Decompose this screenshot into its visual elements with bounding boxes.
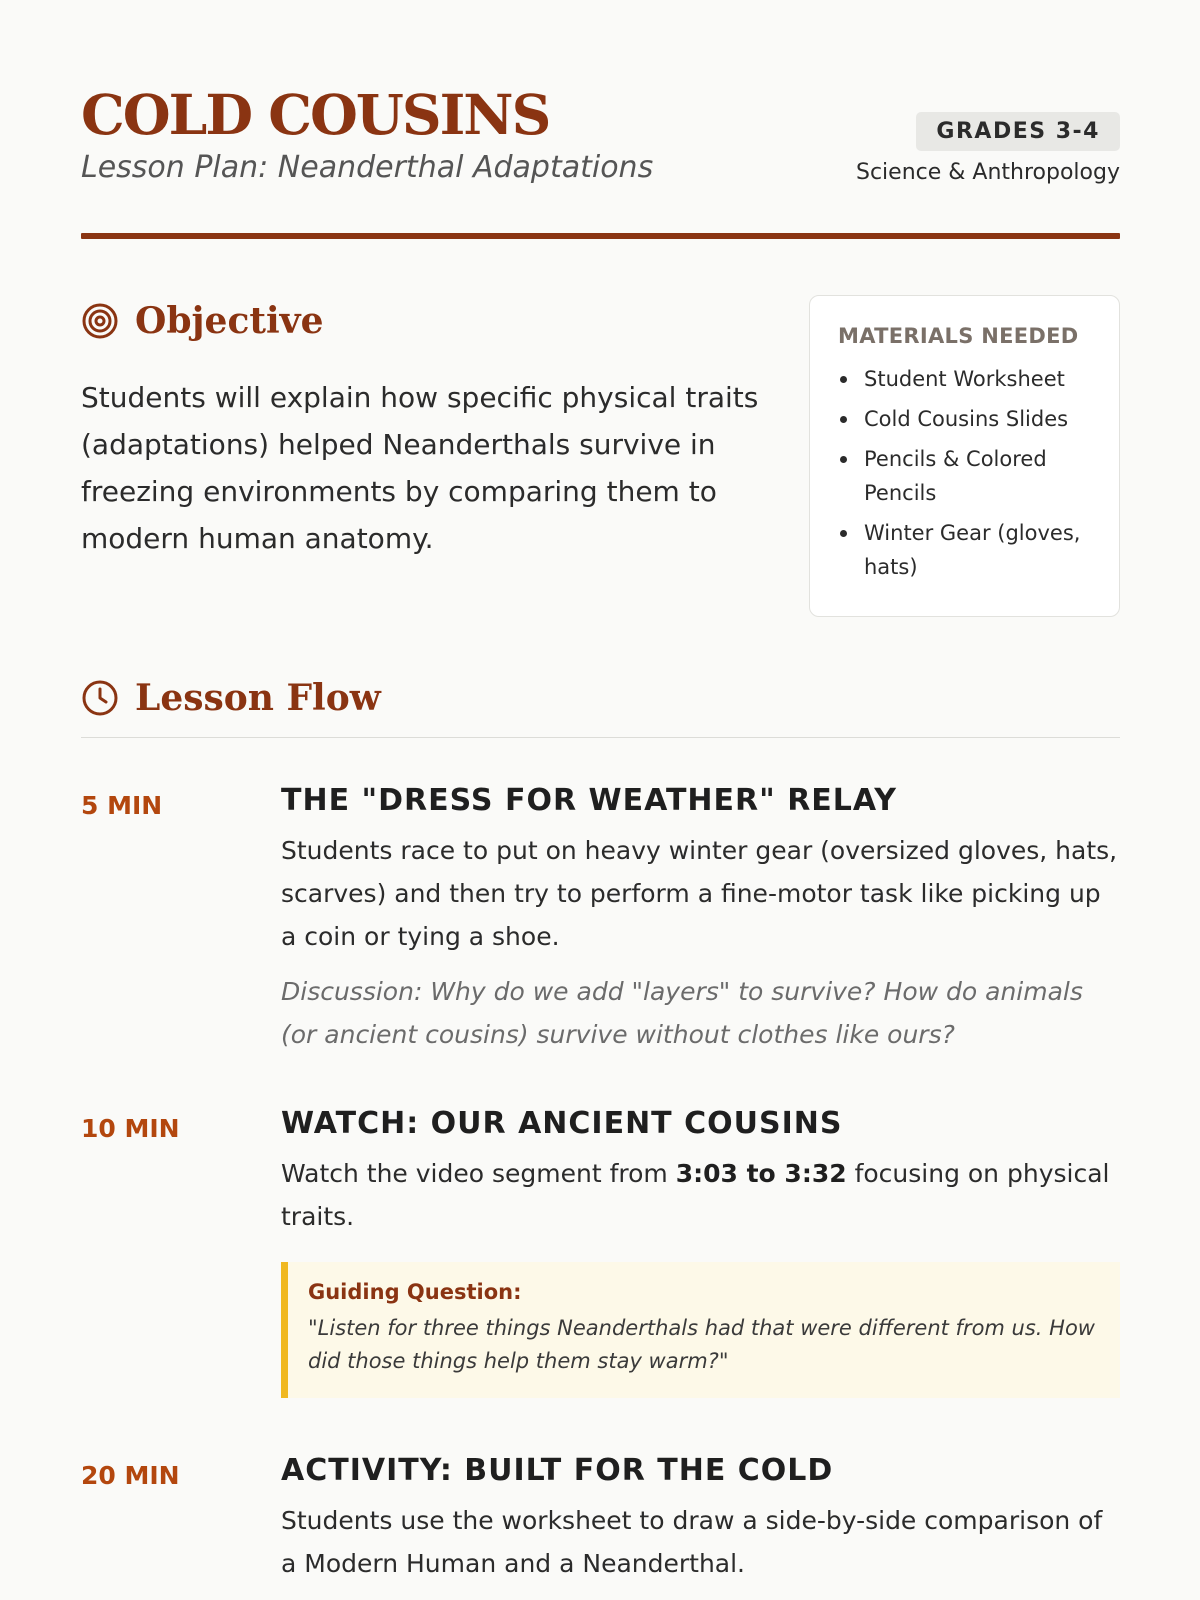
desc-text: Watch the video segment from (281, 1159, 676, 1188)
guiding-question-callout (281, 1262, 1120, 1398)
materials-item: Winter Gear (gloves, hats) (838, 516, 1097, 584)
page-subtitle: Lesson Plan: Neanderthal Adaptations (81, 150, 654, 185)
page-header (81, 84, 1120, 244)
lesson-flow-divider (81, 737, 1120, 738)
step-body (281, 1451, 1120, 1585)
header-divider (81, 233, 1120, 239)
step-duration: 10 MIN (81, 1114, 180, 1143)
step-discussion: Discussion: Why do we add "layers" to survive? How do animals (or ancient cousins) survive without clothes like ours? (281, 977, 1083, 1049)
page-title: COLD COUSINS (81, 82, 550, 147)
target-icon (81, 302, 119, 340)
guiding-question-text: "Listen for three things Neanderthals had that were different from us. How did those things help them stay warm?" (308, 1316, 1095, 1373)
step-body (281, 1104, 1120, 1398)
grade-badge: GRADES 3-4 (916, 112, 1120, 151)
clock-icon (81, 679, 119, 717)
step-description: Students use the worksheet to draw a side-by-side comparison of a Modern Human and a Neanderthal. (281, 1506, 1103, 1578)
materials-card (809, 295, 1120, 617)
step-description (281, 1152, 1120, 1238)
materials-item: Student Worksheet (838, 362, 1097, 396)
objective-text: Students will explain how specific physical traits (adaptations) helped Neanderthals survive in freezing environments by comparing them to modern human anatomy. (81, 381, 759, 555)
step-title: THE "DRESS FOR WEATHER" RELAY (281, 783, 897, 818)
step-body (281, 781, 1120, 1056)
lesson-flow-title: Lesson Flow (135, 677, 381, 719)
materials-item: Pencils & Colored Pencils (838, 442, 1097, 510)
lesson-flow-heading (81, 677, 381, 719)
guiding-question-label: Guiding Question: (308, 1280, 522, 1304)
step-duration: 5 MIN (81, 791, 163, 820)
video-timestamp: 3:03 to 3:32 (675, 1159, 847, 1188)
materials-list (838, 362, 1097, 584)
objective-title: Objective (135, 300, 324, 342)
materials-heading: MATERIALS NEEDED (838, 324, 1079, 348)
step-title: WATCH: OUR ANCIENT COUSINS (281, 1106, 843, 1141)
step-duration: 20 MIN (81, 1461, 180, 1490)
objective-heading (81, 300, 324, 342)
step-title: ACTIVITY: BUILT FOR THE COLD (281, 1453, 834, 1488)
step-description: Students race to put on heavy winter gear (oversized gloves, hats, scarves) and then try to perform a fine-motor task like picking up a coin or tying a shoe. (281, 836, 1118, 951)
subject-label: Science & Anthropology (856, 160, 1120, 185)
materials-item: Cold Cousins Slides (838, 402, 1097, 436)
desc-text: focusing on physical traits. (281, 1159, 1110, 1231)
